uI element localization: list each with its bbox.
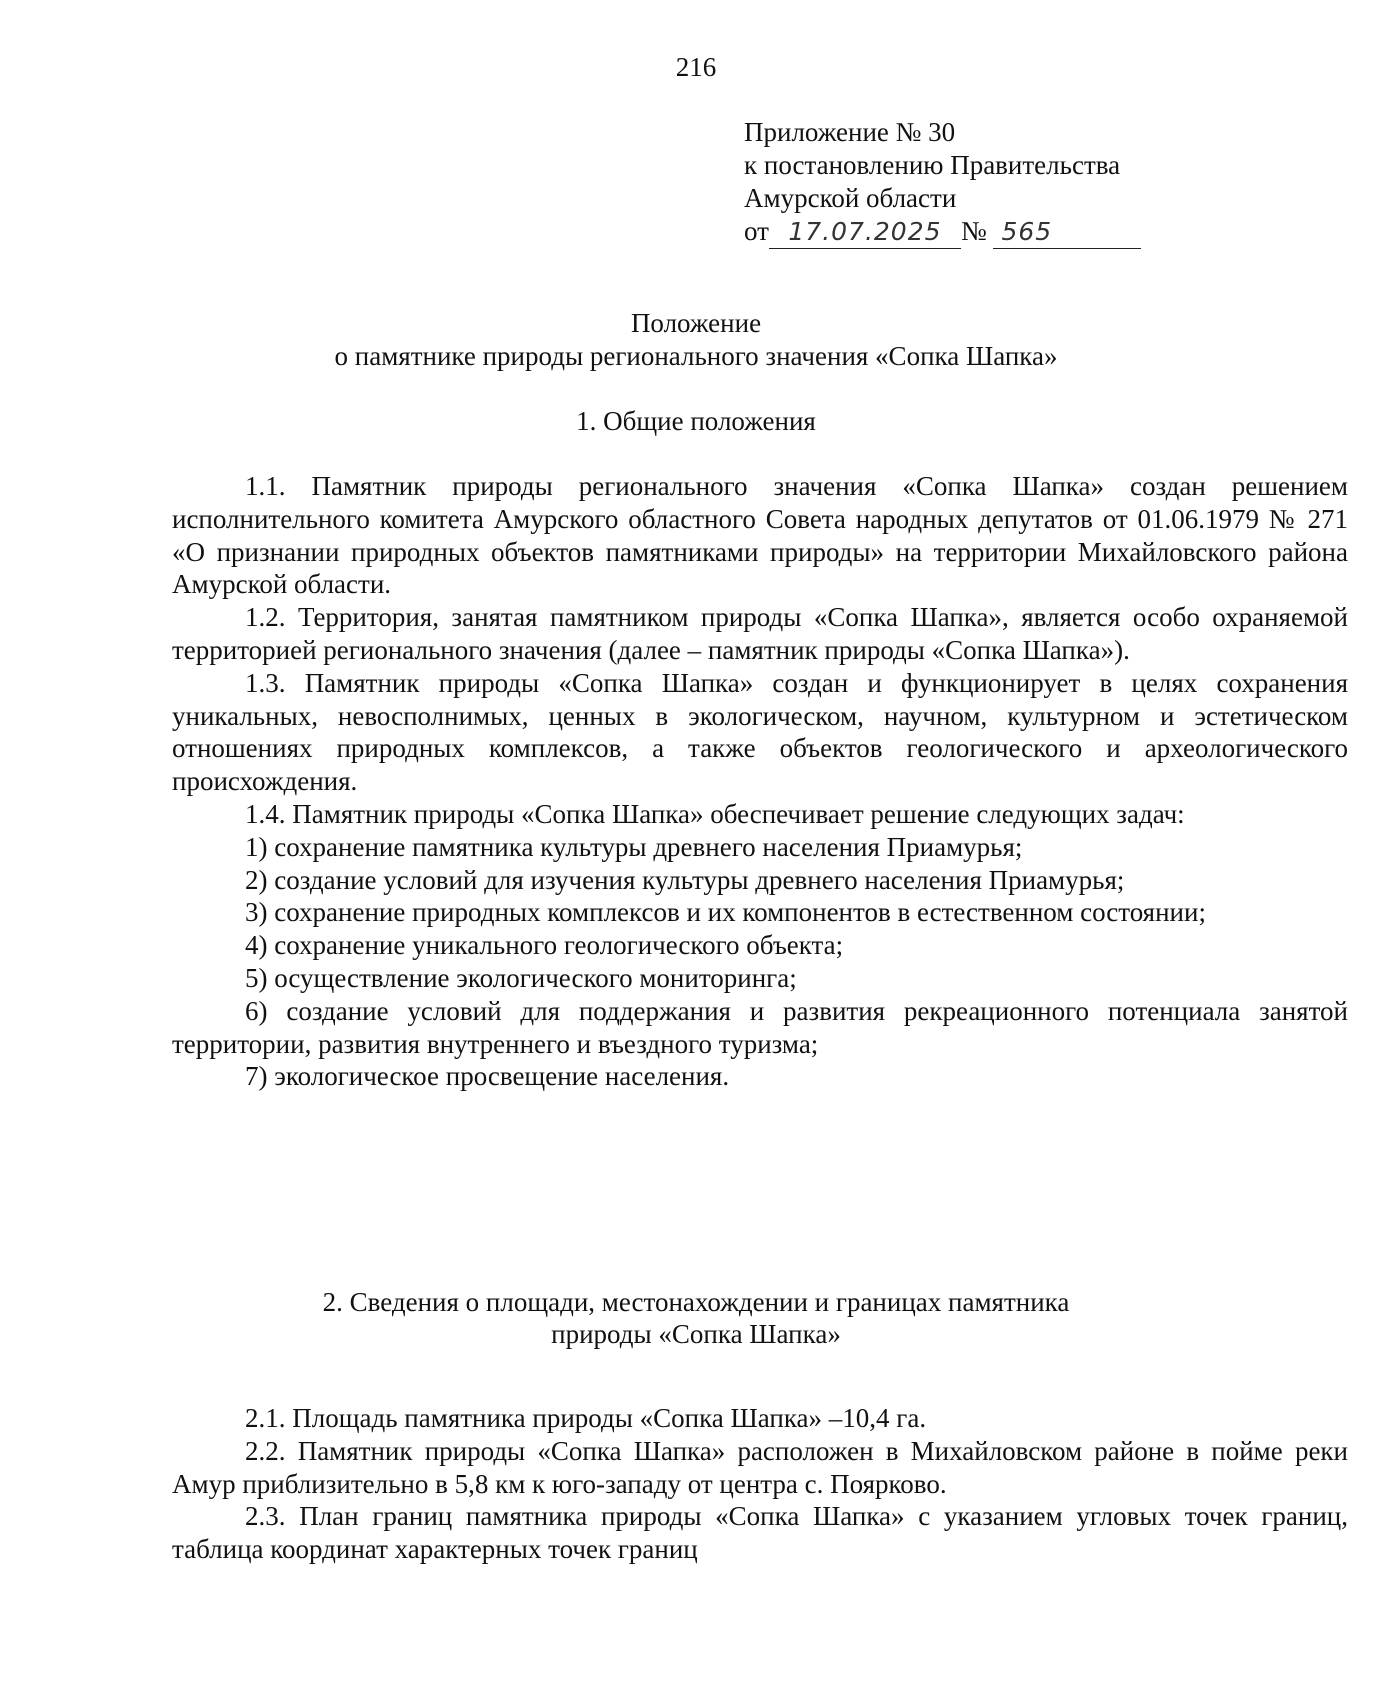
number-label: №: [960, 216, 987, 246]
list-item: 3) сохранение природных комплексов и их компонентов в естественном состоянии;: [245, 897, 1206, 928]
paragraph: 2.3. План границ памятника природы «Сопка Шапка» с указанием угловых точек границ, таблица координат характерных точек границ: [172, 1501, 1348, 1565]
section-2-body: [172, 1402, 1348, 1566]
annex-line-3: Амурской области: [744, 183, 957, 213]
paragraph: 1.2. Территория, занятая памятником природы «Сопка Шапка», является особо охраняемой территорией регионального значения (далее – памятник природы «Сопка Шапка»).: [172, 602, 1348, 665]
paragraph: 1.4. Памятник природы «Сопка Шапка» обеспечивает решение следующих задач:: [245, 798, 1185, 829]
annex-line-1: Приложение № 30: [744, 117, 956, 147]
list-item: 2) создание условий для изучения культуры древнего населения Приамурья;: [245, 864, 1125, 895]
paragraph: 1.1. Памятник природы регионального значения «Сопка Шапка» создан решением исполнительного комитета Амурского областного Совета народных депутатов от 01.06.1979 № 271 «О признании природных объектов памятниками природы» на территории Михайловского района Амурской области.: [172, 471, 1348, 600]
list-item: 6) создание условий для поддержания и развития рекреационного потенциала занятой территории, развития внутреннего и въездного туризма;: [172, 995, 1348, 1059]
handwritten-date: 17.07.2025: [769, 215, 961, 249]
annex-line-2: к постановлению Правительства: [744, 150, 1121, 180]
paragraph: 1.3. Памятник природы «Сопка Шапка» создан и функционирует в целях сохранения уникальных, невосполнимых, ценных в экологическом, научном, культурном и эстетическом отношениях природных комплексов, а также объектов геологического и археологического происхождения.: [172, 667, 1348, 797]
from-label: от: [744, 216, 769, 246]
list-item: 1) сохранение памятника культуры древнего населения Приамурья;: [245, 831, 1023, 862]
section-1-body: [172, 470, 1348, 1093]
section-2-heading-line-1: 2. Сведения о площади, местонахождении и границах памятника: [322, 1287, 1070, 1317]
document-title: Положение: [630, 308, 762, 338]
section-2-heading-line-2: природы «Сопка Шапка»: [551, 1319, 841, 1349]
paragraph: 2.2. Памятник природы «Сопка Шапка» расположен в Михайловском районе в пойме реки Амур приблизительно в 5,8 км к юго-западу от центра с. Поярково.: [172, 1435, 1348, 1499]
handwritten-number: 565: [993, 215, 1141, 249]
section-2-heading: [0, 1286, 1392, 1350]
paragraph: 2.1. Площадь памятника природы «Сопка Шапка» –10,4 га.: [245, 1403, 927, 1433]
page-number: 216: [675, 52, 717, 82]
list-item: 5) осуществление экологического мониторинга;: [245, 962, 797, 993]
list-item: 4) сохранение уникального геологического объекта;: [245, 930, 844, 961]
list-item: 7) экологическое просвещение населения.: [245, 1061, 730, 1092]
document-subtitle: о памятнике природы регионального значения «Сопка Шапка»: [334, 341, 1058, 371]
annex-block: [744, 116, 1141, 249]
annex-date-line: [744, 215, 1141, 249]
section-1-heading: 1. Общие положения: [576, 406, 816, 436]
